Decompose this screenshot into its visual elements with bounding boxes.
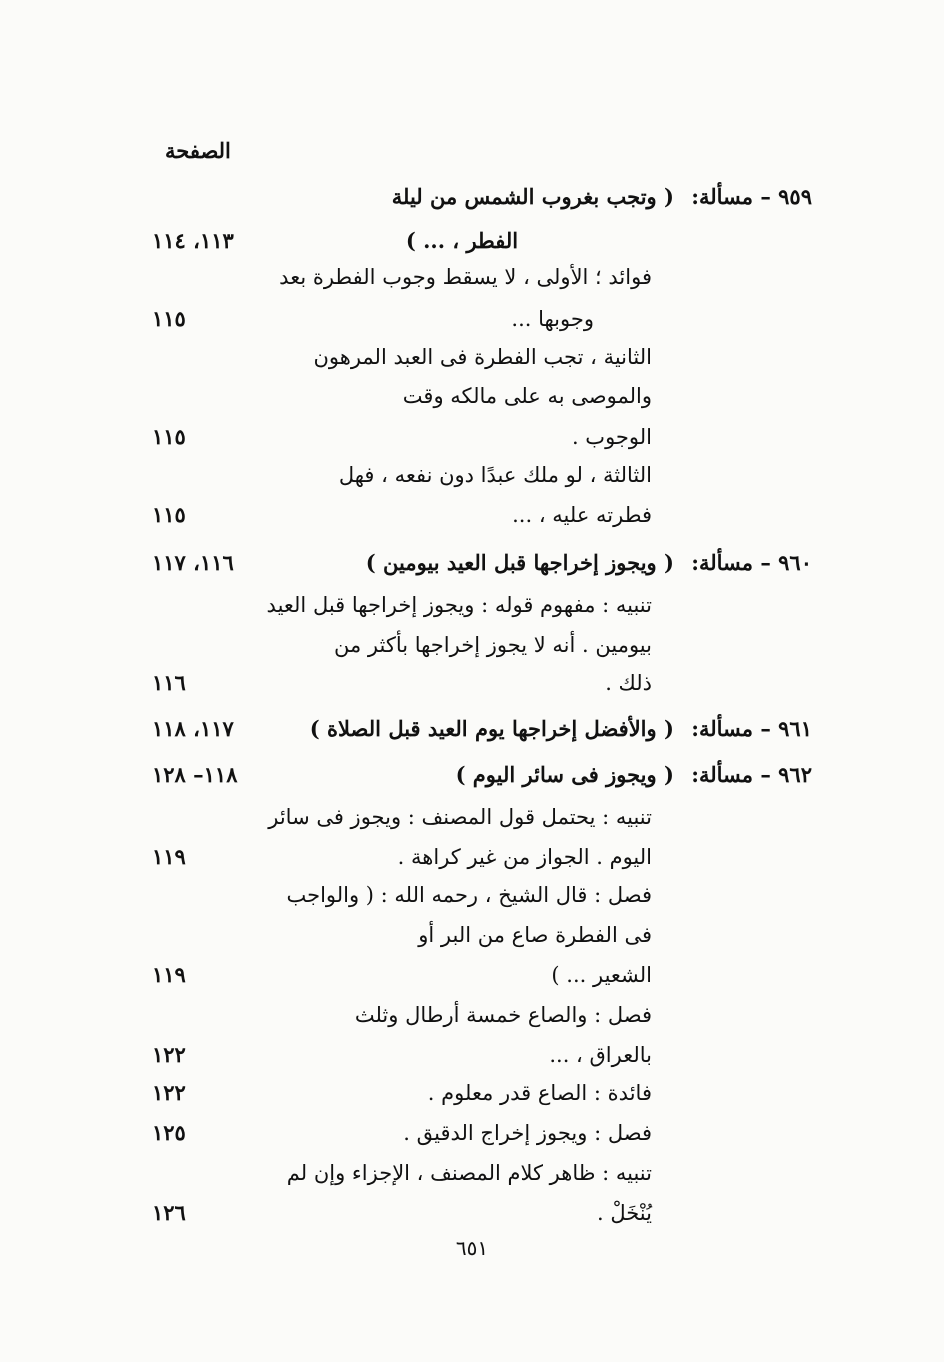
entry-959-label: ٩٥٩ – مسألة:: [691, 184, 812, 209]
entry-962-title: ( ويجوز فى سائر اليوم ): [455, 762, 674, 787]
note-line: ١١٥ وجوبها ...: [0, 300, 944, 338]
note-pages: ١١٦: [152, 670, 186, 695]
note-pages: ١١٩: [152, 962, 186, 987]
entry-961-title: ( والأفضل إخراجها يوم العيد قبل الصلاة ): [309, 716, 674, 741]
entry-960-pages: ١١٦، ١١٧: [152, 550, 234, 575]
note-line: بيومين . أنه لا يجوز إخراجها بأكثر من: [333, 633, 652, 657]
note-line: الثانية ، تجب الفطرة فى العبد المرهون: [313, 345, 652, 369]
entry-959-title: ( وتجب بغروب الشمس من ليلة: [391, 184, 674, 209]
note-line: ١٢٢ بالعراق ، ...: [0, 1036, 944, 1074]
entry-960-title: ( ويجوز إخراجها قبل العيد بيومين ): [365, 550, 674, 575]
note-line: والموصى به على مالكه وقت: [402, 384, 652, 408]
note-line: فى الفطرة صاع من البر أو: [418, 923, 652, 947]
note-line: ١١٦ ذلك .: [0, 664, 944, 702]
entry-961-label: ٩٦١ – مسألة:: [691, 716, 812, 741]
entry-962-label: ٩٦٢ – مسألة:: [691, 762, 812, 787]
entry-961-pages: ١١٧، ١١٨: [152, 716, 234, 741]
entry-959-heading: [0, 178, 944, 216]
note-pages: ١١٩: [152, 844, 186, 869]
entry-959-heading-cont: [0, 222, 944, 260]
entry-959-title-cont: الفطر ، ... ): [405, 228, 519, 253]
entry-962-heading: [0, 756, 944, 794]
note-pages: ١٢٥: [152, 1120, 186, 1145]
note-pages: ١٢٢: [152, 1042, 186, 1067]
note-line: ١١٥ فطرته عليه ، ...: [0, 496, 944, 534]
entry-961-heading: [0, 710, 944, 748]
note-pages: ١١٥: [152, 502, 186, 527]
note-line: تنبيه : ظاهر كلام المصنف ، الإجزاء وإن لم: [286, 1161, 652, 1185]
note-line: ١١٥ الوجوب .: [0, 418, 944, 456]
note-line: ١١٩ اليوم . الجواز من غير كراهة .: [0, 838, 944, 876]
note-line: تنبيه : يحتمل قول المصنف : ويجوز فى سائر: [268, 805, 652, 829]
entry-960-label: ٩٦٠ – مسألة:: [691, 550, 812, 575]
note-pages: ١٢٢: [152, 1080, 186, 1105]
note-pages: ١١٥: [152, 424, 186, 449]
note-line: ١١٩ الشعير ... ): [0, 956, 944, 994]
note-line: تنبيه : مفهوم قوله : ويجوز إخراجها قبل العيد: [266, 593, 652, 617]
note-pages: ١١٥: [152, 306, 186, 331]
note-line: ١٢٦ يُنْخَلْ .: [0, 1194, 944, 1232]
entry-960-heading: [0, 544, 944, 582]
page-number: ٦٥١: [455, 1236, 489, 1260]
note-line: فصل : والصاع خمسة أرطال وثلث: [354, 1003, 652, 1027]
page-column-header: الصفحة: [165, 138, 231, 163]
note-line: فوائد ؛ الأولى ، لا يسقط وجوب الفطرة بعد: [279, 265, 652, 289]
note-line: ١٢٢ فائدة : الصاع قدر معلوم .: [0, 1074, 944, 1112]
note-pages: ١٢٦: [152, 1200, 186, 1225]
entry-962-pages: ١١٨– ١٢٨: [152, 762, 238, 787]
note-line: ١٢٥ فصل : ويجوز إخراج الدقيق .: [0, 1114, 944, 1152]
note-line: فصل : قال الشيخ ، رحمه الله : ( والواجب: [286, 883, 652, 907]
note-line: الثالثة ، لو ملك عبدًا دون نفعه ، فهل: [338, 463, 652, 487]
entry-959-pages: ١١٣، ١١٤: [152, 228, 234, 253]
